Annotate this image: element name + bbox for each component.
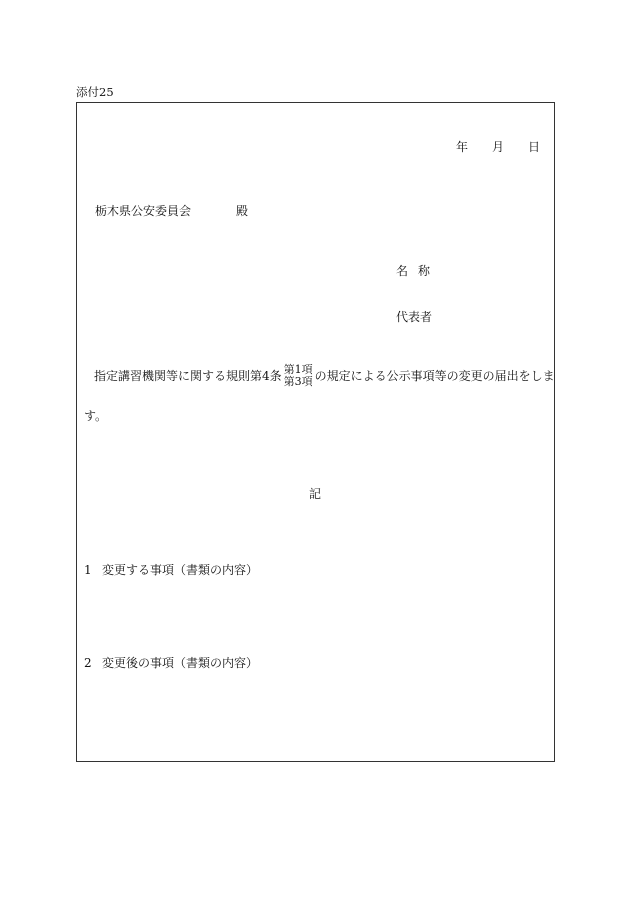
date-month-label: 月 xyxy=(492,140,505,154)
attachment-label: 添付25 xyxy=(76,85,114,99)
body-text-before: 指定講習機関等に関する規則第4条 xyxy=(94,368,282,383)
applicant-name-label: 名称 xyxy=(396,264,441,278)
body-text-after: の規定による公示事項等の変更の届出をしま xyxy=(314,368,555,383)
date-year-label: 年 xyxy=(456,140,469,154)
representative-label: 代表者 xyxy=(396,310,433,324)
item-number: 1 xyxy=(84,563,92,577)
list-item xyxy=(84,564,258,576)
item-text: 変更後の事項（書類の内容） xyxy=(102,656,259,670)
ki-heading: 記 xyxy=(309,487,322,501)
date-day-label: 日 xyxy=(528,140,541,154)
item-text: 変更する事項（書類の内容） xyxy=(102,563,259,577)
body-text-line-1 xyxy=(94,364,555,387)
item-number: 2 xyxy=(84,656,92,670)
list-item xyxy=(84,657,258,669)
honorific: 殿 xyxy=(236,204,249,218)
body-text-line-2: す。 xyxy=(84,409,108,423)
clause-bottom: 第3項 xyxy=(283,374,313,388)
article-clause-stack xyxy=(284,364,313,387)
addressee: 栃木県公安委員会 xyxy=(95,204,192,218)
clause-top: 第1項 xyxy=(283,363,313,376)
